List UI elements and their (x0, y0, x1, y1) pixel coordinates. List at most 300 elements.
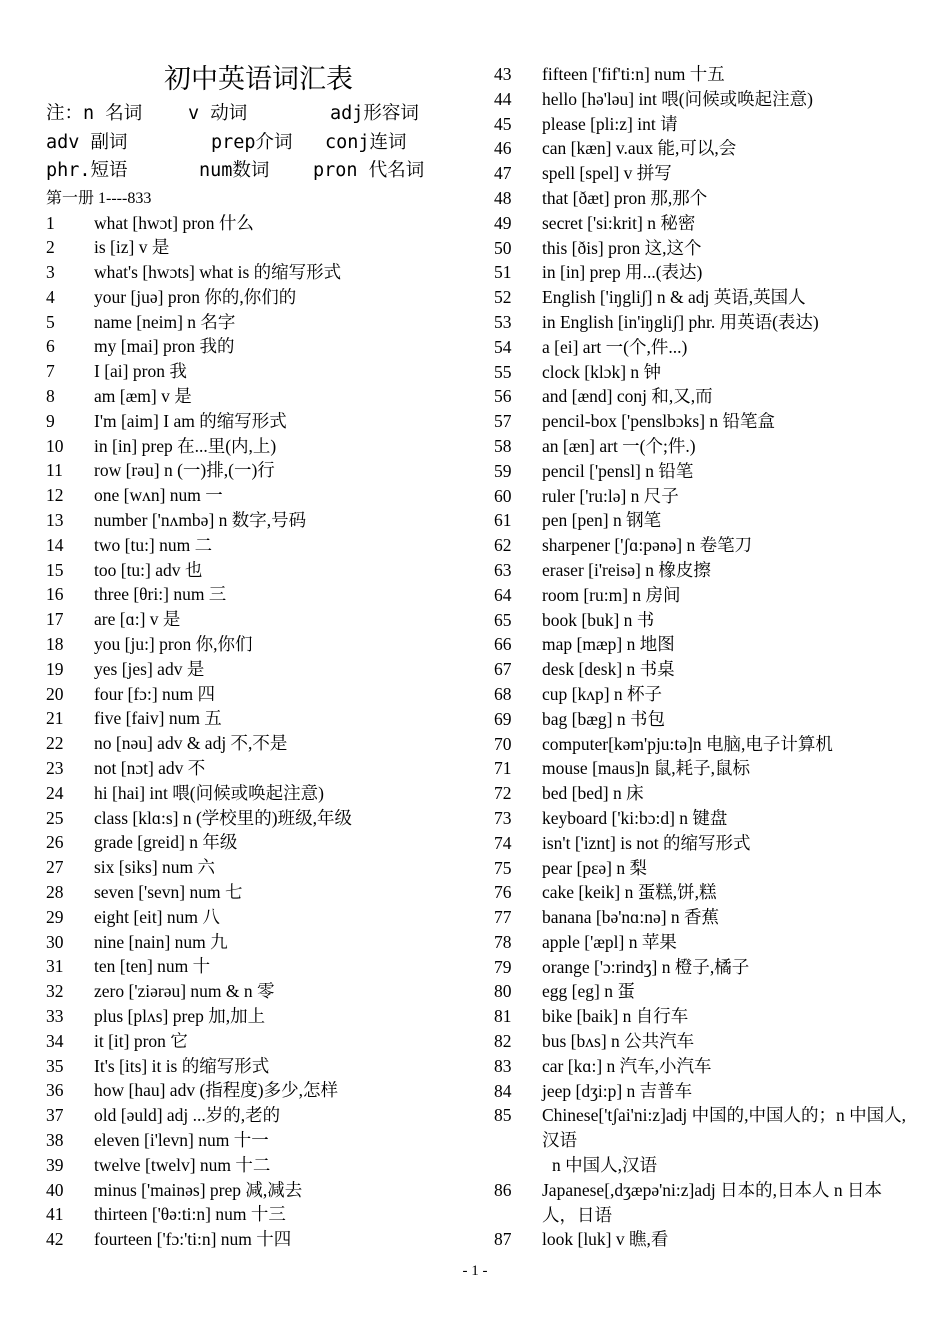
vocab-entry (494, 335, 914, 360)
entry-body (94, 533, 461, 558)
entry-number: 2 (46, 237, 55, 258)
vocab-entry (46, 533, 461, 558)
entry-body (542, 161, 914, 186)
entry-text: too [tu:] adv 也 (94, 559, 203, 580)
entry-number: 86 (494, 1179, 512, 1200)
abbreviation-item: prep介词 (211, 131, 293, 153)
entry-number: 14 (46, 534, 64, 555)
vocab-entry (46, 682, 461, 707)
entry-number: 21 (46, 708, 64, 729)
volume-range: 第一册 1----833 (46, 189, 152, 207)
entry-text: five [faiv] num 五 (94, 708, 222, 729)
vocab-entry (46, 558, 461, 583)
entry-text: what [hwɔt] pron 什么 (94, 212, 254, 233)
entry-text: row [rəu] n (一)排,(一)行 (94, 460, 275, 481)
abbreviation-item: pron 代名词 (313, 160, 425, 181)
vocab-entry (46, 1029, 461, 1054)
entry-body (94, 1103, 461, 1128)
vocab-entry (494, 409, 914, 434)
entry-body (542, 732, 914, 757)
entry-text: egg [eg] n 蛋 (542, 981, 635, 1002)
vocab-entry (46, 483, 461, 508)
entry-number: 41 (46, 1204, 64, 1225)
entry-body (542, 682, 914, 707)
entry-text: pear [pɛə] n 梨 (542, 857, 648, 878)
entry-number: 26 (46, 832, 64, 853)
vocab-entry (494, 657, 914, 682)
vocab-entry (494, 781, 914, 806)
entry-body (542, 112, 914, 137)
entry-text: jeep [dʒi:p] n 吉普车 (542, 1080, 693, 1101)
entry-text: a [ei] art 一(个,件...) (542, 336, 688, 357)
entry-number: 47 (494, 163, 512, 184)
entry-text: English ['iŋgliʃ] n & adj 英语,英国人 (542, 287, 806, 308)
page-number: - 1 - (462, 1263, 488, 1279)
vocabulary-list-left (46, 211, 461, 1252)
entry-body (542, 260, 914, 285)
entry-text: and [ænd] conj 和,又,而 (542, 386, 713, 407)
entry-number: 20 (46, 683, 64, 704)
entry-number: 24 (46, 782, 64, 803)
entry-text: nine [nain] num 九 (94, 931, 228, 952)
entry-text: in English [in'iŋgliʃ] phr. 用英语(表达) (542, 311, 819, 332)
entry-text: sharpener ['ʃɑ:pənə] n 卷笔刀 (542, 535, 753, 556)
entry-text: plus [plʌs] prep 加,加上 (94, 1006, 266, 1026)
entry-body (542, 806, 914, 831)
entry-text: pencil-box ['penslbɔks] n 铅笔盒 (542, 411, 776, 432)
entry-number: 37 (46, 1105, 64, 1126)
entry-number: 40 (46, 1179, 64, 1200)
entry-body (94, 1128, 461, 1153)
entry-number: 34 (46, 1030, 64, 1051)
entry-body (542, 979, 914, 1004)
entry-text: keyboard ['ki:bɔ:d] n 键盘 (542, 807, 728, 828)
entry-text: thirteen ['θə:ti:n] num 十三 (94, 1204, 286, 1225)
vocab-entry (46, 979, 461, 1004)
vocab-entry (494, 1227, 914, 1252)
entry-body (94, 1054, 461, 1079)
vocab-entry (494, 87, 914, 112)
entry-body (542, 360, 914, 385)
entry-number: 44 (494, 88, 512, 109)
abbreviation-item: phr.短语 (46, 160, 128, 181)
entry-text: clock [klɔk] n 钟 (542, 361, 662, 382)
vocab-entry (46, 607, 461, 632)
entry-number: 53 (494, 311, 512, 332)
entry-body (94, 359, 461, 384)
left-column (46, 60, 461, 1252)
vocab-entry (494, 1103, 914, 1177)
entry-text: in [in] prep 用...(表达) (542, 262, 703, 283)
entry-body (542, 781, 914, 806)
entry-text: you [ju:] pron 你,你们 (94, 634, 253, 655)
entry-body (542, 62, 914, 87)
entry-number: 15 (46, 559, 64, 580)
vocab-entry (46, 359, 461, 384)
vocab-entry (46, 434, 461, 459)
page-title: 初中英语词汇表 (164, 64, 353, 95)
entry-number: 60 (494, 485, 512, 506)
entry-text: not [nɔt] adv 不 (94, 758, 206, 779)
entry-number: 36 (46, 1080, 64, 1101)
entry-body (542, 583, 914, 608)
entry-number: 18 (46, 634, 64, 655)
vocab-entry (46, 1103, 461, 1128)
entry-number: 63 (494, 559, 512, 580)
entry-body (542, 632, 914, 657)
entry-body (94, 260, 461, 285)
entry-text: isn't ['iznt] is not 的缩写形式 (542, 832, 751, 853)
entry-number: 12 (46, 485, 64, 506)
entry-number: 70 (494, 733, 512, 754)
vocab-entry (494, 558, 914, 583)
entry-text: pencil ['pensl] n 铅笔 (542, 460, 694, 481)
entry-body (94, 781, 461, 806)
entry-body (542, 1227, 914, 1252)
entry-body (542, 955, 914, 980)
entry-text: two [tu:] num 二 (94, 534, 213, 555)
vocab-entry (494, 732, 914, 757)
entry-text: how [hau] adv (指程度)多少,怎样 (94, 1080, 338, 1101)
entry-text: cup [kʌp] n 杯子 (542, 683, 663, 704)
entry-body (94, 607, 461, 632)
vocab-entry (46, 334, 461, 359)
vocab-entry (494, 161, 914, 186)
entry-text: fifteen ['fif'ti:n] num 十五 (542, 64, 725, 84)
entry-body (94, 880, 461, 905)
vocab-entry (494, 533, 914, 558)
entry-number: 38 (46, 1129, 64, 1150)
vocab-entry (46, 1054, 461, 1079)
entry-text: bag [bæg] n 书包 (542, 708, 665, 729)
entry-number: 28 (46, 882, 64, 903)
entry-number: 19 (46, 658, 64, 679)
entry-number: 10 (46, 435, 64, 456)
entry-continuation: n 中国人,汉语 (552, 1155, 657, 1176)
entry-text: grade [greid] n 年级 (94, 832, 238, 853)
vocab-entry (494, 905, 914, 930)
entry-number: 30 (46, 931, 64, 952)
vocab-entry (494, 632, 914, 657)
right-column (494, 62, 914, 1252)
entry-number: 23 (46, 758, 64, 779)
entry-body (542, 756, 914, 781)
entry-body (542, 409, 914, 434)
vocab-entry (46, 806, 461, 831)
vocab-entry (46, 830, 461, 855)
entry-body (94, 1004, 461, 1029)
vocab-entry (494, 260, 914, 285)
entry-number: 13 (46, 510, 64, 531)
vocab-entry (494, 211, 914, 236)
entry-body (542, 533, 914, 558)
vocab-entry (494, 806, 914, 831)
entry-body (542, 211, 914, 236)
entry-number: 74 (494, 832, 512, 853)
vocab-entry (494, 1004, 914, 1029)
entry-body (94, 458, 461, 483)
entry-body (542, 657, 914, 682)
vocab-entry (46, 1202, 461, 1227)
vocab-entry (494, 1178, 914, 1228)
entry-text: are [ɑ:] v 是 (94, 609, 181, 630)
vocab-entry (494, 434, 914, 459)
vocab-entry (494, 930, 914, 955)
entry-body (542, 1178, 914, 1228)
entry-body (94, 582, 461, 607)
vocab-entry (494, 831, 914, 856)
entry-number: 82 (494, 1031, 512, 1052)
entry-text: ten [ten] num 十 (94, 956, 211, 977)
entry-text: three [θri:] num 三 (94, 584, 227, 605)
entry-number: 48 (494, 187, 512, 208)
abbreviation-item: num数词 (199, 160, 270, 181)
entry-body (542, 459, 914, 484)
entry-number: 80 (494, 981, 512, 1002)
entry-text: minus ['mainəs] prep 减,减去 (94, 1179, 303, 1200)
entry-body (94, 657, 461, 682)
entry-text: fourteen ['fɔ:'ti:n] num 十四 (94, 1229, 292, 1250)
entry-number: 5 (46, 311, 55, 332)
entry-body (542, 384, 914, 409)
entry-number: 25 (46, 807, 64, 828)
vocab-entry (46, 211, 461, 236)
vocab-entry (46, 781, 461, 806)
vocab-entry (494, 459, 914, 484)
vocab-entry (46, 880, 461, 905)
entry-number: 87 (494, 1229, 512, 1250)
abbreviation-item: v 动词 (188, 103, 248, 124)
vocab-entry (46, 310, 461, 335)
entry-body (542, 1103, 914, 1177)
vocab-entry (46, 1178, 461, 1203)
vocab-entry (46, 235, 461, 260)
entry-text: banana [bə'nɑ:nə] n 香蕉 (542, 907, 720, 928)
vocab-entry (494, 1029, 914, 1054)
entry-body (94, 211, 461, 236)
entry-body (542, 856, 914, 881)
entry-text: cake [keik] n 蛋糕,饼,糕 (542, 882, 717, 903)
entry-number: 68 (494, 683, 512, 704)
entry-number: 17 (46, 609, 64, 630)
entry-body (542, 87, 914, 112)
entry-text: four [fɔ:] num 四 (94, 683, 216, 704)
vocab-entry (46, 731, 461, 756)
entry-body (542, 310, 914, 335)
entry-text: car [kɑ:] n 汽车,小汽车 (542, 1055, 712, 1076)
entry-body (94, 731, 461, 756)
abbreviation-row (46, 129, 461, 158)
entry-body (94, 855, 461, 880)
entry-text: hi [hai] int 喂(问候或唤起注意) (94, 782, 324, 803)
entry-number: 81 (494, 1006, 512, 1027)
vocab-entry (494, 1079, 914, 1104)
entry-body (94, 979, 461, 1004)
entry-number: 85 (494, 1105, 512, 1126)
entry-body (94, 334, 461, 359)
entry-body (94, 310, 461, 335)
entry-text: Japanese[,dʒæpə'ni:z]adj 日本的,日本人 n 日本人，日语 (542, 1179, 882, 1225)
abbreviation-item: adj形容词 (330, 103, 419, 124)
entry-number: 55 (494, 361, 512, 382)
entry-body (94, 905, 461, 930)
entry-number: 43 (494, 64, 512, 84)
entry-number: 65 (494, 609, 512, 630)
entry-number: 57 (494, 411, 512, 432)
entry-body (94, 706, 461, 731)
vocab-entry (46, 706, 461, 731)
vocab-entry (494, 608, 914, 633)
vocab-entry (494, 880, 914, 905)
entry-number: 45 (494, 113, 512, 134)
entry-text: eraser [i'reisə] n 橡皮擦 (542, 559, 711, 580)
entry-number: 9 (46, 410, 55, 431)
entry-number: 8 (46, 386, 55, 407)
entry-text: please [pli:z] int 请 (542, 113, 678, 134)
entry-text: what's [hwɔts] what is 的缩写形式 (94, 262, 342, 283)
vocab-entry (46, 632, 461, 657)
vocab-entry (494, 484, 914, 509)
entry-number: 6 (46, 336, 55, 357)
entry-number: 52 (494, 287, 512, 308)
entry-body (542, 236, 914, 261)
vocab-entry (46, 285, 461, 310)
vocab-entry (494, 310, 914, 335)
entry-body (542, 1004, 914, 1029)
entry-number: 69 (494, 708, 512, 729)
entry-number: 32 (46, 981, 64, 1002)
vocab-entry (46, 1153, 461, 1178)
entry-body (542, 136, 914, 161)
vocab-entry (46, 756, 461, 781)
entry-text: that [ðæt] pron 那,那个 (542, 187, 708, 208)
entry-text: Chinese['tʃai'ni:z]adj 中国的,中国人的；n 中国人,汉语 (542, 1105, 907, 1151)
entry-text: in [in] prep 在...里(内,上) (94, 435, 277, 456)
entry-number: 46 (494, 138, 512, 159)
entry-number: 83 (494, 1055, 512, 1076)
entry-number: 4 (46, 286, 55, 307)
vocab-entry (494, 955, 914, 980)
entry-body (94, 682, 461, 707)
vocab-entry (46, 409, 461, 434)
vocab-entry (46, 657, 461, 682)
entry-text: pen [pen] n 钢笔 (542, 510, 662, 531)
entry-number: 31 (46, 956, 64, 977)
entry-number: 56 (494, 386, 512, 407)
entry-number: 54 (494, 336, 512, 357)
entry-number: 78 (494, 931, 512, 952)
entry-text: is [iz] v 是 (94, 237, 170, 258)
entry-number: 67 (494, 659, 512, 680)
entry-text: ruler ['ru:lə] n 尺子 (542, 485, 679, 506)
entry-body (94, 1178, 461, 1203)
entry-number: 58 (494, 435, 512, 456)
entry-body (94, 1202, 461, 1227)
vocab-entry (494, 856, 914, 881)
entry-text: computer[kəm'pju:tə]n 电脑,电子计算机 (542, 733, 833, 754)
entry-body (542, 930, 914, 955)
entry-text: look [luk] v 瞧,看 (542, 1229, 669, 1250)
entry-text: I [ai] pron 我 (94, 361, 187, 382)
entry-number: 33 (46, 1006, 64, 1026)
entry-number: 79 (494, 956, 512, 977)
entry-number: 51 (494, 262, 512, 283)
entry-text: yes [jes] adv 是 (94, 658, 205, 679)
entry-text: an [æn] art 一(个;件.) (542, 435, 696, 456)
entry-number: 1 (46, 212, 55, 233)
entry-text: class [klɑ:s] n (学校里的)班级,年级 (94, 807, 353, 828)
entry-text: am [æm] v 是 (94, 386, 192, 407)
entry-text: secret ['si:krit] n 秘密 (542, 212, 696, 233)
vocab-entry (494, 508, 914, 533)
entry-body (542, 434, 914, 459)
entry-body (94, 409, 461, 434)
vocab-entry (494, 583, 914, 608)
abbreviation-row (46, 157, 461, 186)
entry-text: twelve [twelv] num 十二 (94, 1154, 271, 1175)
vocab-entry (46, 260, 461, 285)
vocab-entry (46, 582, 461, 607)
vocab-entry (46, 1004, 461, 1029)
vocab-entry (46, 508, 461, 533)
entry-body (94, 756, 461, 781)
entry-body (542, 831, 914, 856)
entry-text: hello [hə'ləu] int 喂(问候或唤起注意) (542, 88, 813, 109)
entry-text: your [juə] pron 你的,你们的 (94, 286, 297, 307)
vocab-entry (46, 1128, 461, 1153)
vocab-entry (46, 954, 461, 979)
entry-body (94, 954, 461, 979)
entry-number: 49 (494, 212, 512, 233)
vocab-entry (494, 707, 914, 732)
entry-body (542, 1079, 914, 1104)
entry-text: desk [desk] n 书桌 (542, 659, 675, 680)
entry-text: zero ['ziərəu] num & n 零 (94, 981, 275, 1002)
entry-number: 42 (46, 1229, 64, 1250)
vocab-entry (494, 682, 914, 707)
vocab-entry (494, 979, 914, 1004)
entry-text: book [buk] n 书 (542, 609, 655, 630)
entry-text: six [siks] num 六 (94, 857, 216, 878)
entry-text: map [mæp] n 地图 (542, 634, 675, 655)
entry-text: one [wʌn] num 一 (94, 485, 223, 506)
entry-text: this [ðis] pron 这,这个 (542, 237, 702, 258)
entry-text: number ['nʌmbə] n 数字,号码 (94, 510, 307, 531)
entry-body (94, 930, 461, 955)
abbreviation-item: conj连词 (325, 131, 407, 153)
vocab-entry (46, 905, 461, 930)
entry-body (542, 335, 914, 360)
entry-number: 84 (494, 1080, 512, 1101)
entry-body (542, 484, 914, 509)
vocab-entry (46, 1078, 461, 1103)
entry-number: 77 (494, 907, 512, 928)
abbreviation-item: adv 副词 (46, 131, 128, 153)
entry-number: 71 (494, 758, 512, 779)
vocab-entry (46, 855, 461, 880)
entry-number: 29 (46, 906, 64, 927)
abbreviation-row (46, 100, 461, 129)
entry-body (542, 880, 914, 905)
entry-text: old [əuld] adj ...岁的,老的 (94, 1105, 281, 1126)
entry-body (542, 508, 914, 533)
vocab-entry (46, 930, 461, 955)
entry-body (94, 1153, 461, 1178)
entry-body (94, 285, 461, 310)
entry-number: 75 (494, 857, 512, 878)
entry-body (94, 434, 461, 459)
vocab-entry (46, 384, 461, 409)
